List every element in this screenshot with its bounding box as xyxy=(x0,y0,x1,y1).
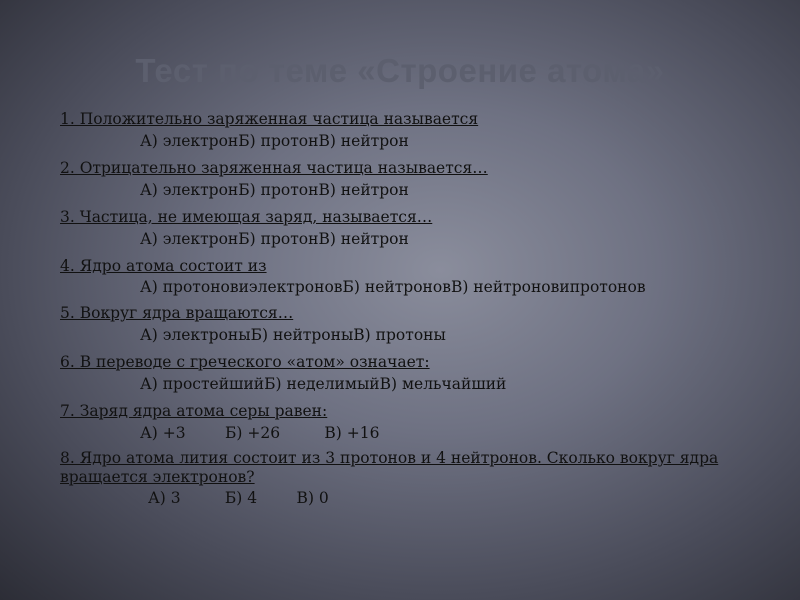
answers-7: А) +3 Б) +26 В) +16 xyxy=(140,424,380,442)
question-6: 6. В переводе с греческого «атом» означает: xyxy=(60,353,430,371)
question-list xyxy=(60,108,760,514)
answers-4: А) протоновиэлектроновБ) нейтроновВ) нейтроновипротонов xyxy=(140,278,646,296)
answers-3: А) электронБ) протонВ) нейтрон xyxy=(140,230,409,248)
question-3: 3. Частица, не имеющая заряд, называется… xyxy=(60,208,433,226)
question-2: 2. Отрицательно заряженная частица называется… xyxy=(60,159,488,177)
question-8: 8. Ядро атома лития состоит из 3 протонов и 4 нейтронов. Сколько вокруг ядра вращается электронов? xyxy=(60,449,719,486)
question-4: 4. Ядро атома состоит из xyxy=(60,257,267,275)
slide-title: Тест по теме «Строение атома» xyxy=(135,52,665,89)
answers-5: А) электроныБ) нейтроныВ) протоны xyxy=(140,326,446,344)
answers-2: А) электронБ) протонВ) нейтрон xyxy=(140,181,409,199)
answers-8: А) 3 Б) 4 В) 0 xyxy=(148,489,329,507)
question-5: 5. Вокруг ядра вращаются… xyxy=(60,304,294,322)
answers-6: А) простейшийБ) неделимыйВ) мельчайший xyxy=(140,375,507,393)
answers-1: А) электронБ) протонВ) нейтрон xyxy=(140,132,409,150)
question-1: 1. Положительно заряженная частица называется xyxy=(60,110,479,128)
question-7: 7. Заряд ядра атома серы равен: xyxy=(60,402,328,420)
